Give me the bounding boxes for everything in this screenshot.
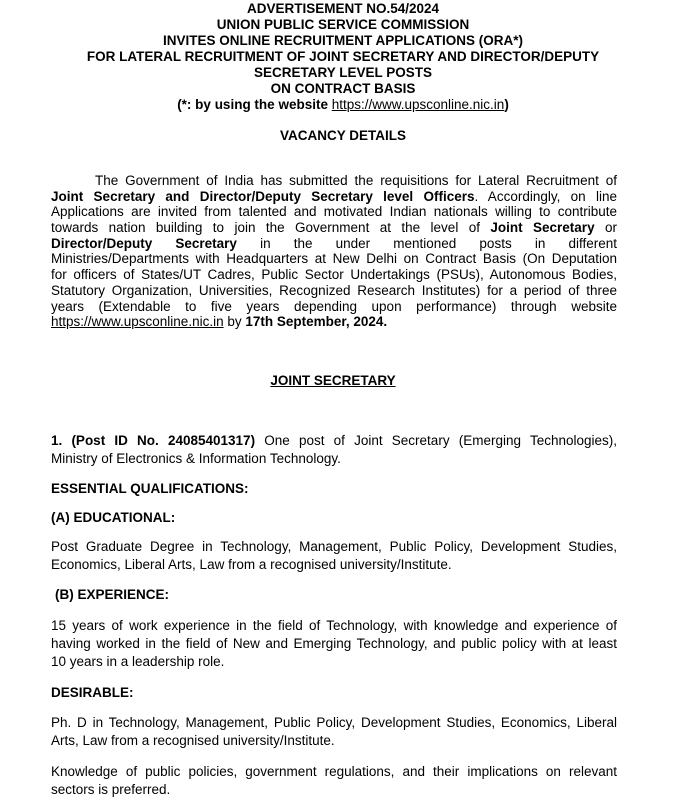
post-1-description	[51, 432, 617, 468]
post-1-line-1	[51, 432, 617, 450]
intro-line-4-b: or	[594, 220, 617, 236]
intro-line-3: Applications are invited from talented and motivated Indian nationals willing to contribute	[51, 204, 617, 220]
intro-bold-dds: Director/Deputy Secretary	[51, 235, 237, 251]
experience-line-3: 10 years in a leadership role.	[51, 654, 225, 669]
intro-line-5-rest: in the under mentioned posts in different	[236, 235, 617, 251]
advertisement-header	[0, 0, 686, 113]
educational-line-1: Post Graduate Degree in Technology, Management, Public Policy, Development Studies,	[51, 539, 617, 554]
desirable-1-line-1: Ph. D in Technology, Management, Public Policy, Development Studies, Economics, Liberal	[51, 715, 617, 730]
intro-line-10	[51, 314, 617, 330]
website-note-suffix: )	[504, 97, 509, 112]
desirable-2-line-1: Knowledge of public policies, government regulations, and their implications on relevant	[51, 764, 617, 779]
closing-date: 17th September, 2024.	[245, 314, 388, 330]
joint-secretary-heading: JOINT SECRETARY	[270, 373, 396, 388]
intro-line-9: years (Extendable to five years depending upon performance) through website	[51, 298, 617, 314]
essential-qualifications-heading: ESSENTIAL QUALIFICATIONS:	[51, 481, 249, 496]
intro-line-7: for officers of States/UT Cadres, Public Sector Undertakings (PSUs), Autonomous Bodies,	[51, 267, 617, 283]
educational-heading: (A) EDUCATIONAL:	[51, 510, 176, 525]
commission-name: UNION PUBLIC SERVICE COMMISSION	[216, 17, 470, 32]
intro-line-2	[51, 189, 617, 205]
desirable-text-2	[51, 763, 617, 799]
website-note-prefix: (*: by using the website	[177, 97, 332, 112]
experience-line-1: 15 years of work experience in the field of Technology, with knowledge and experience of	[51, 618, 617, 633]
intro-line-1: The Government of India has submitted the requisitions for Lateral Recruitment of	[95, 173, 617, 188]
header-line-6: ON CONTRACT BASIS	[270, 81, 416, 96]
header-line-7	[0, 97, 686, 113]
intro-paragraph	[51, 173, 617, 330]
intro-line-4-a: towards nation building to join the Government at the level of	[51, 220, 491, 236]
desirable-1-line-2: Arts, Law from a recognised university/Institute.	[51, 733, 335, 748]
experience-line-2: having worked in the field of New and Emerging Technology, and public policy with at least	[51, 636, 617, 651]
desirable-text-1	[51, 714, 617, 750]
intro-line-10-mid: by	[223, 314, 246, 330]
intro-line-4	[51, 220, 617, 236]
advertisement-number: ADVERTISEMENT NO.54/2024	[246, 1, 440, 16]
website-link[interactable]: https://www.upsconline.nic.in	[331, 97, 505, 112]
intro-line-5	[51, 236, 617, 252]
intro-line-2-rest: . Accordingly, on line	[474, 188, 617, 204]
intro-website-link[interactable]: https://www.upsconline.nic.in	[51, 314, 224, 330]
desirable-2-line-2: sectors is preferred.	[51, 782, 171, 797]
educational-text	[51, 538, 617, 574]
intro-line-6: Ministries/Departments with Headquarters at New Delhi on Contract Basis (On Deputation	[51, 251, 617, 267]
header-line-4: FOR LATERAL RECRUITMENT OF JOINT SECRETARY AND DIRECTOR/DEPUTY	[86, 49, 600, 64]
header-line-5: SECRETARY LEVEL POSTS	[253, 65, 433, 80]
vacancy-details-heading: VACANCY DETAILS	[279, 128, 406, 143]
post-1-line-1-rest: One post of Joint Secretary (Emerging Technologies),	[255, 433, 618, 448]
experience-text	[51, 617, 617, 671]
header-line-3: INVITES ONLINE RECRUITMENT APPLICATIONS (ORA*)	[162, 33, 523, 48]
post-1-line-2: Ministry of Electronics & Information Technology.	[51, 451, 341, 466]
educational-line-2: Economics, Liberal Arts, Law from a recognised university/Institute.	[51, 557, 452, 572]
desirable-heading: DESIRABLE:	[51, 685, 134, 700]
intro-bold-js: Joint Secretary	[490, 220, 595, 236]
intro-bold-posts: Joint Secretary and Director/Deputy Secretary level Officers	[51, 188, 475, 204]
intro-line-8: Statutory Organization, Universities, Recognized Research Institutes) for a period of three	[51, 282, 617, 298]
post-id: 1. (Post ID No. 24085401317)	[51, 433, 256, 448]
experience-heading: (B) EXPERIENCE:	[55, 587, 170, 602]
